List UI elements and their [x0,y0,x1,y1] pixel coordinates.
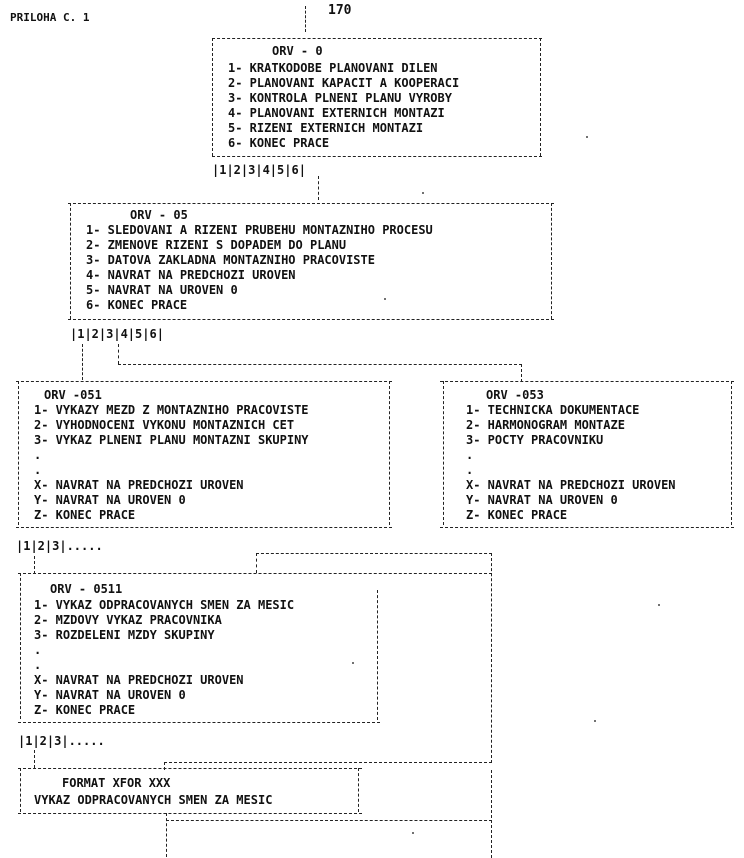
menu-item-1[interactable]: 1- SLEDOVANI A RIZENI PRUBEHU MONTAZNIHO PROCESU [86,223,433,237]
connector-line-to-0511 [34,556,35,574]
menu-item-3[interactable]: 3- ROZDELENI MZDY SKUPINY [34,628,215,642]
connector-line-to-format [34,750,35,768]
menu-item-3[interactable]: 3- VYKAZ PLNENI PLANU MONTAZNI SKUPINY [34,433,309,447]
box-bottom-border [68,319,554,320]
menu-item-2[interactable]: 2- PLANOVANI KAPACIT A KOOPERACI [228,76,460,90]
box-right-border [731,381,732,525]
menu-item-6[interactable]: 6- KONEC PRACE [228,136,330,150]
option-selector[interactable]: |1|2|3|..... [18,734,105,748]
menu-item-y[interactable]: Y- NAVRAT NA UROVEN 0 [34,493,186,507]
box-right-border [358,768,359,812]
menu-item-dot: . [34,463,42,477]
menu-item-dot: . [34,658,42,672]
box-top-border [212,38,542,39]
box-left-border [20,768,21,812]
menu-item-dot: . [466,448,474,462]
menu-item-1[interactable]: 1- TECHNICKA DOKUMENTACE [466,403,640,417]
menu-item-dot: . [34,448,42,462]
connector-horizontal [164,762,492,763]
page-tick-mark [305,6,306,32]
menu-item-4[interactable]: 4- NAVRAT NA PREDCHOZI UROVEN [86,268,296,282]
scan-speck [586,136,588,138]
box-top-border [440,381,734,382]
box-top-border [18,573,492,574]
connector-bottom-right [491,770,492,858]
box-left-border [212,38,213,156]
format-title: FORMAT XFOR XXX [62,776,171,790]
menu-item-5[interactable]: 5- RIZENI EXTERNICH MONTAZI [228,121,424,135]
menu-item-dot: . [466,463,474,477]
menu-title: ORV -053 [486,388,544,402]
box-left-border [20,573,21,719]
box-bottom-border [18,722,380,723]
connector-drop [256,553,257,573]
box-bottom-border [16,527,392,528]
menu-item-z[interactable]: Z- KONEC PRACE [34,508,136,522]
box-left-border [443,381,444,525]
menu-item-2[interactable]: 2- MZDOVY VYKAZ PRACOVNIKA [34,613,222,627]
menu-item-2[interactable]: 2- ZMENOVE RIZENI S DOPADEM DO PLANU [86,238,347,252]
page-number: 170 [328,3,352,18]
scan-speck [594,720,596,722]
box-right-border [551,203,552,319]
scan-speck [352,662,354,664]
scan-speck [422,192,424,194]
menu-title: ORV - 0511 [50,582,123,596]
scan-speck [658,604,660,606]
menu-item-z[interactable]: Z- KONEC PRACE [34,703,136,717]
option-selector[interactable]: |1|2|3|..... [16,539,103,553]
box-right-border [540,38,541,156]
box-bottom-border [18,813,362,814]
menu-item-4[interactable]: 4- PLANOVANI EXTERNICH MONTAZI [228,106,445,120]
format-subtitle: VYKAZ ODPRACOVANYCH SMEN ZA MESIC [34,793,273,807]
connector-line-to-053 [118,344,119,364]
box-right-border [389,381,390,525]
box-left-border [18,381,19,525]
menu-item-x[interactable]: X- NAVRAT NA PREDCHOZI UROVEN [466,478,676,492]
menu-item-2[interactable]: 2- VYHODNOCENI VYKONU MONTAZNICH CET [34,418,295,432]
appendix-label: PRILOHA C. 1 [10,11,90,24]
menu-item-y[interactable]: Y- NAVRAT NA UROVEN 0 [34,688,186,702]
box-left-border [70,203,71,319]
menu-item-3[interactable]: 3- DATOVA ZAKLADNA MONTAZNIHO PRACOVISTE [86,253,375,267]
connector-horizontal [118,364,522,365]
menu-item-x[interactable]: X- NAVRAT NA PREDCHOZI UROVEN [34,673,244,687]
option-selector[interactable]: |1|2|3|4|5|6| [70,327,164,341]
menu-title: ORV -051 [44,388,102,402]
connector-line-to-051 [82,344,83,380]
menu-item-6[interactable]: 6- KONEC PRACE [86,298,188,312]
connector-line [318,176,319,200]
box-top-border [16,381,392,382]
menu-item-3[interactable]: 3- KONTROLA PLNENI PLANU VYROBY [228,91,452,105]
menu-item-5[interactable]: 5- NAVRAT NA UROVEN 0 [86,283,238,297]
menu-item-1[interactable]: 1- VYKAZY MEZD Z MONTAZNIHO PRACOVISTE [34,403,309,417]
menu-item-1[interactable]: 1- KRATKODOBE PLANOVANI DILEN [228,61,438,75]
box-top-border [68,203,554,204]
menu-title: ORV - 0 [272,44,323,58]
menu-title: ORV - 05 [130,208,188,222]
menu-item-dot: . [34,643,42,657]
scan-speck [412,832,414,834]
menu-item-1[interactable]: 1- VYKAZ ODPRACOVANYCH SMEN ZA MESIC [34,598,295,612]
box-right-border [377,590,378,720]
connector-right-vertical [491,553,492,763]
scan-speck [384,298,386,300]
menu-item-2[interactable]: 2- HARMONOGRAM MONTAZE [466,418,625,432]
connector-bottom-horizontal [166,820,492,821]
option-selector[interactable]: |1|2|3|4|5|6| [212,163,306,177]
box-top-border [18,768,362,769]
menu-item-z[interactable]: Z- KONEC PRACE [466,508,568,522]
menu-item-x[interactable]: X- NAVRAT NA PREDCHOZI UROVEN [34,478,244,492]
menu-item-3[interactable]: 3- POCTY PRACOVNIKU [466,433,604,447]
menu-item-y[interactable]: Y- NAVRAT NA UROVEN 0 [466,493,618,507]
connector-drop-053 [521,364,522,382]
connector-horizontal [256,553,492,554]
box-bottom-border [440,527,734,528]
box-bottom-border [212,156,542,157]
